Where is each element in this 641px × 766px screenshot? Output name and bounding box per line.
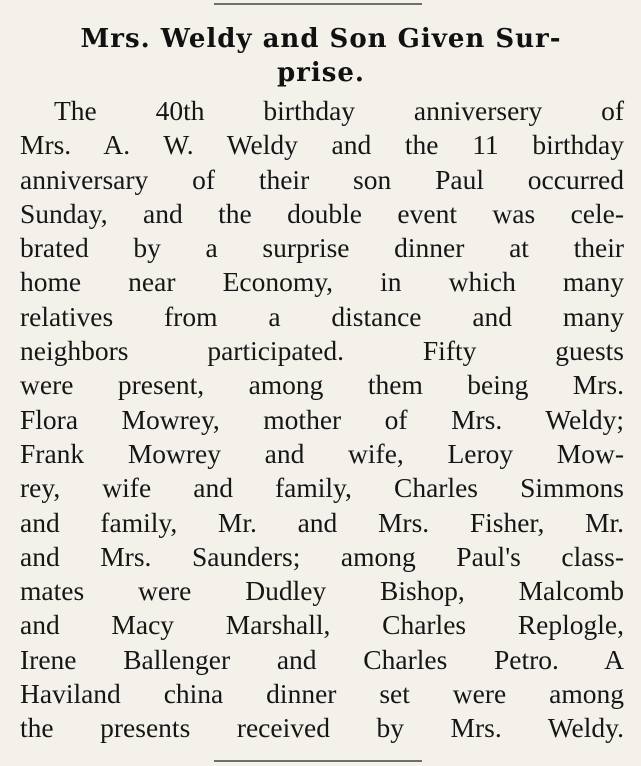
body-line: anniversary of their son Paul occurred [20,163,624,195]
body-line: rey, wife and family, Charles Simmons [20,472,624,504]
body-line: neighbors participated. Fifty guests [20,335,624,367]
bottom-rule [214,760,422,762]
body-line: Flora Mowrey, mother of Mrs. Weldy; [20,403,624,435]
body-line: Irene Ballenger and Charles Petro. A [20,643,624,675]
body-line: brated by a surprise dinner at their [20,232,624,264]
top-rule [214,3,422,5]
body-line: and Macy Marshall, Charles Replogle, [20,609,624,641]
headline [16,22,626,90]
body-line: Haviland china dinner set were among [20,678,624,710]
body-line: and Mrs. Saunders; among Paul's class- [20,540,624,572]
body-line: relatives from a distance and many [20,300,624,332]
article-body [20,94,624,746]
body-line: home near Economy, in which many [20,266,624,298]
body-line: Frank Mowrey and wife, Leroy Mow- [20,437,624,469]
headline-line: prise. [277,58,365,88]
body-line: Sunday, and the double event was cele- [20,197,624,229]
body-line: The 40th birthday anniversery of [54,95,624,126]
body-line: the presents received by Mrs. Weldy. [20,712,624,744]
body-line: Mrs. A. W. Weldy and the 11 birthday [20,129,624,161]
body-line: and family, Mr. and Mrs. Fisher, Mr. [20,506,624,538]
body-line: were present, among them being Mrs. [20,369,624,401]
body-line: mates were Dudley Bishop, Malcomb [20,575,624,607]
headline-line: Mrs. Weldy and Son Given Sur- [80,24,562,54]
